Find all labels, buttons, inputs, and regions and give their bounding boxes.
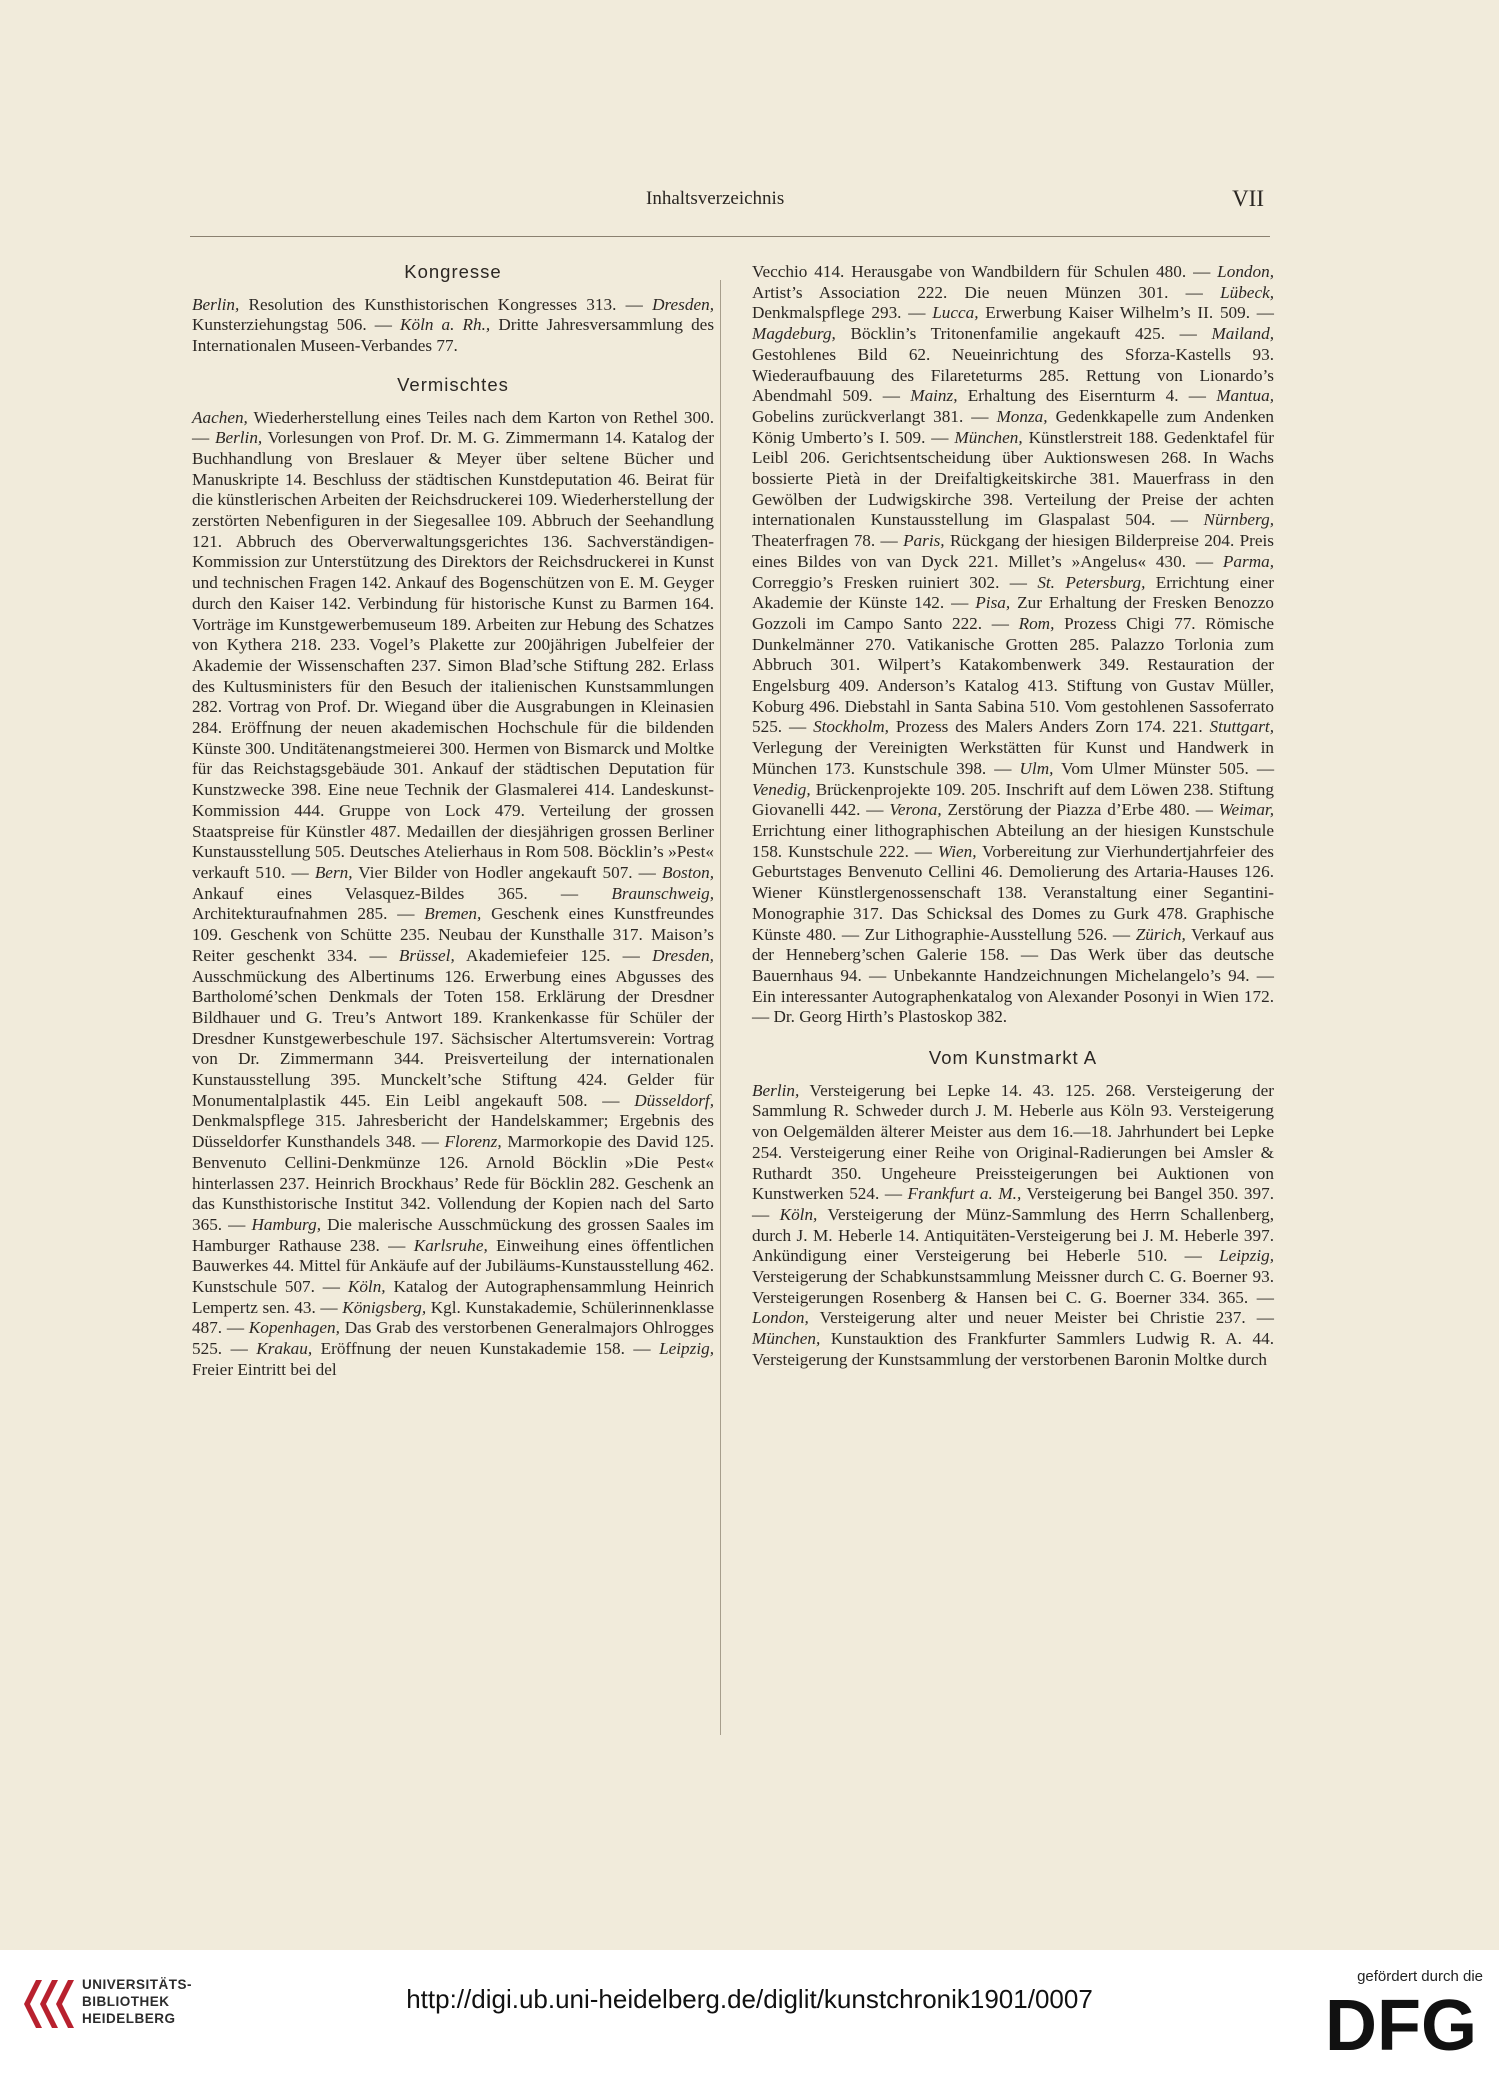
header-rule [190, 236, 1270, 237]
section-heading-vermischtes: Vermischtes [397, 373, 509, 395]
section-heading-kongresse: Kongresse [404, 261, 502, 282]
kunstmarkt-entries: Berlin, Versteigerung bei Lepke 14. 43. 125. 268. Versteigerung der Sammlung R. Schweder durch J. M. Heberle aus Köln 93. Versteigerung von Oelgemälden älterer Meister aus dem 16.—18. Jahrhundert bei Lepke 254. Versteigerung einer Reihe von Original-Radierungen bei Amsler & Ruthardt 350. Ungeheure Preissteigerungen bei Auktionen von Kunstwerken 524. — Frankfurt a. M., Versteigerung bei Bangel 350. 397. — Köln, Versteigerung der Münz-Sammlung des Herrn Schallenberg, durch J. M. Heberle 14. Antiquitäten-Versteigerung bei J. M. Heberle 397. Ankündigung einer Versteigerung bei Heberle 510. — Leipzig, Versteigerung der Schabkunstsammlung Meissner durch C. G. Boerner 93. Versteigerungen Rosenberg & Hansen bei C. G. Boerner 334. 365. — London, Versteigerung alter und neuer Meister bei Christie 237. — München, Kunstauktion des Frankfurter Sammlers Ludwig R. A. 44. Versteigerung der Kunstsammlung der verstorbenen Baronin Moltke durch [752, 1080, 1275, 1369]
dfg-logo-text: DFG [1325, 1986, 1477, 2058]
page-header [190, 188, 1270, 222]
digitization-footer [0, 1950, 1499, 2073]
vermischtes-entries: Aachen, Wiederherstellung eines Teiles nach dem Karton von Rethel 300. — Berlin, Vorlesungen von Prof. Dr. M. G. Zimmermann 14. Katalog der Buchhandlung von Breslauer & Meyer über seltene Bücher und Manuskripte 14. Beschluss der städtischen Kunstdeputation 46. Beirat für die künstlerischen Arbeiten der Reichsdruckerei 109. Wiederherstellung der zerstörten Nebenfiguren in der Siegesallee 109. Abbruch der Seehandlung 121. Abbruch des Oberverwaltungsgerichtes 136. Sachverständigen-Kommission zur Unterstützung des Direktors der Reichsdruckerei in Kunst und technischen Fragen 142. Ankauf des Bogenschützen von E. M. Geyger durch den Kaiser 142. Verbindung für historische Kunst zu Barmen 164. Vorträge im Kunstgewerbemuseum 189. Arbeiten zur Hebung des Schatzes von Kythera 218. 233. Vogel’s Plakette zur 200jährigen Jubelfeier der Akademie der Wissenschaften 237. Simon Blad’sche Stiftung 282. Erlass des Kultusministers für den Besuch der italienischen Kunstsammlungen 282. Vortrag von Prof. Dr. Wiegand über die Ausgrabungen in Kleinasien 284. Eröffnung der neuen akademischen Hochschule für die bildenden Künste 300. Unditätenangstmeierei 300. Hermen von Bismarck und Moltke für das Reichstagsgebäude 301. Ankauf der städtischen Deputation für Kunstzwecke 398. Eine neue Technik der Glasmalerei 414. Landeskunst-Kommission 444. Gruppe von Lock 479. Verteilung der grossen Staatspreise für Künstler 487. Medaillen der diesjährigen grossen Berliner Kunstausstellung 505. Deutsches Atelierhaus in Rom 508. Böcklin’s »Pest« verkauft 510. — Bern, Vier Bilder von Hodler angekauft 507. — Boston, Ankauf eines Velasquez-Bildes 365. — Braunschweig, Architekturaufnahmen 285. — Bremen, Geschenk eines Kunstfreundes 109. Geschenk von Schütte 235. Neubau der Kunsthalle 317. Maison’s Reiter geschenkt 334. — Brüssel, Akademiefeier 125. — Dresden, Ausschmückung des Albertinums 126. Erwerbung eines Abgusses des Bartholomé’schen Denkmals der Toten 158. Erklärung der Dresdner Bildhauer und G. Treu’s Antwort 189. Krankenkasse für Schüler der Dresdner Kunstgewerbeschule 197. Sächsischer Altertumsverein: Vortrag von Dr. Zimmermann 344. Preisverteilung der internationalen Kunstausstellung 395. Munckelt’sche Stiftung 424. Gelder für Monumentalplastik 445. Ein Leibl angekauft 508. — Düsseldorf, Denkmalspflege 315. Jahresbericht der Handelskammer; Ergebnis des Düsseldorfer Kunsthandels 348. — Florenz, Marmorkopie des David 125. Benvenuto Cellini-Denkmünze 126. Arnold Böcklin »Die Pest« hinterlassen 237. Heinrich Brockhaus’ Rede für Böcklin 282. Geschenk an das Kunsthistorische Institut 342. Vollendung der Kopien nach del Sarto 365. — Hamburg, Die malerische Ausschmückung des grossen Saales im Hamburger Rathause 238. — Karlsruhe, Einweihung eines öffentlichen Bauwerkes 44. Mittel für Ankäufe auf der Jubiläums-Kunstausstellung 462. Kunstschule 507. — Köln, Katalog der Autographensammlung Heinrich Lempertz sen. 43. — Königsberg, Kgl. Kunstakademie, Schülerinnenklasse 487. — Kopenhagen, Das Grab des verstorbenen Generalmajors Ohlrogges 525. — Krakau, Eröffnung der neuen Kunstakademie 158. — Leipzig, Freier Eintritt bei del [192, 407, 714, 1379]
column-divider [720, 280, 721, 1735]
library-name-line: HEIDELBERG [82, 2011, 176, 2026]
left-column [192, 262, 714, 1381]
kongresse-entries: Berlin, Resolution des Kunsthistorischen Kongresses 313. — Dresden, Kunsterziehungstag 506. — Köln a. Rh., Dritte Jahresversammlung des Internationalen Museen-Verbandes 77. [192, 294, 715, 356]
funded-by-label: gefördert durch die [1357, 1968, 1483, 1985]
right-column [752, 262, 1274, 1371]
section-heading-kunstmarkt: Vom Kunstmarkt A [928, 1047, 1098, 1069]
running-title: Inhaltsverzeichnis [646, 188, 785, 209]
library-name-line: BIBLIOTHEK [82, 1994, 170, 2009]
vermischtes-entries-continued: Vecchio 414. Herausgabe von Wandbildern für Schulen 480. — London, Artist’s Association 222. Die neuen Münzen 301. — Lübeck, Denkmalspflege 293. — Lucca, Erwerbung Kaiser Wilhelm’s II. 509. — Magdeburg, Böcklin’s Tritonenfamilie angekauft 425. — Mailand, Gestohlenes Bild 62. Neueinrichtung des Sforza-Kastells 93. Wiederaufbauung des Filareteturms 285. Rettung von Lionardo’s Abendmahl 509. — Mainz, Erhaltung des Eisernturm 4. — Mantua, Gobelins zurückverlangt 381. — Monza, Gedenkkapelle zum Andenken König Umberto’s I. 509. — München, Künstlerstreit 188. Gedenktafel für Leibl 206. Gerichtsentscheidung über Auktionswesen 268. In Wachs bossierte Pietà in der Dreifaltigkeitskirche 381. Mauerfrass in den Gewölben der Ludwigskirche 398. Verteilung der Preise der achten internationalen Kunstausstellung im Glaspalast 504. — Nürnberg, Theaterfragen 78. — Paris, Rückgang der hiesigen Bilderpreise 204. Preis eines Bildes von van Dyck 221. Millet’s »Angelus« 430. — Parma, Correggio’s Fresken ruiniert 302. — St. Petersburg, Errichtung einer Akademie der Künste 142. — Pisa, Zur Erhaltung der Fresken Benozzo Gozzoli im Campo Santo 222. — Rom, Prozess Chigi 77. Römische Dunkelmänner 270. Vatikanische Grotten 285. Palazzo Torlonia zum Abbruch 301. Wilpert’s Katakombenwerk 349. Restauration der Engelsburg 409. Anderson’s Katalog 413. Stiftung von Gustav Müller, Koburg 496. Diebstahl in Santa Sabina 510. Vom gestohlenen Sassoferrato 525. — Stockholm, Prozess des Malers Anders Zorn 174. 221. Stuttgart, Verlegung der Vereinigten Werkstätten für Kunst und Handwerk in München 173. Kunstschule 398. — Ulm, Vom Ulmer Münster 505. — Venedig, Brückenprojekte 109. 205. Inschrift auf dem Löwen 238. Stiftung Giovanelli 442. — Verona, Zerstörung der Piazza d’Erbe 480. — Weimar, Errichtung einer lithographischen Abteilung an der hiesigen Kunstschule 158. Kunstschule 222. — Wien, Vorbereitung zur Vierhundertjahrfeier des Geburtstages Benvenuto Cellini 46. Demolierung des Artaria-Hauses 126. Wiener Künstlergenossenschaft 138. Veranstaltung einer Segantini-Monographie 317. Das Schicksal des Domes zu Gurk 478. Graphische Künste 480. — Zur Lithographie-Ausstellung 526. — Zürich, Verkauf aus der Henneberg’schen Galerie 158. — Das Werk über das deutsche Bauernhaus 94. — Unbekannte Handzeichnungen Michelangelo’s 94. — Ein interessanter Autographenkatalog von Alexander Posonyi in Wien 172. — Dr. Georg Hirth’s Plastoskop 382. [752, 262, 1275, 1027]
dfg-logo-icon [1319, 1986, 1483, 2058]
page-number: VII [1232, 186, 1264, 211]
library-name-line: UNIVERSITÄTS- [82, 1977, 193, 1992]
permalink-url[interactable]: http://digi.ub.uni-heidelberg.de/diglit/kunstchronik1901/0007 [406, 1984, 1093, 2014]
